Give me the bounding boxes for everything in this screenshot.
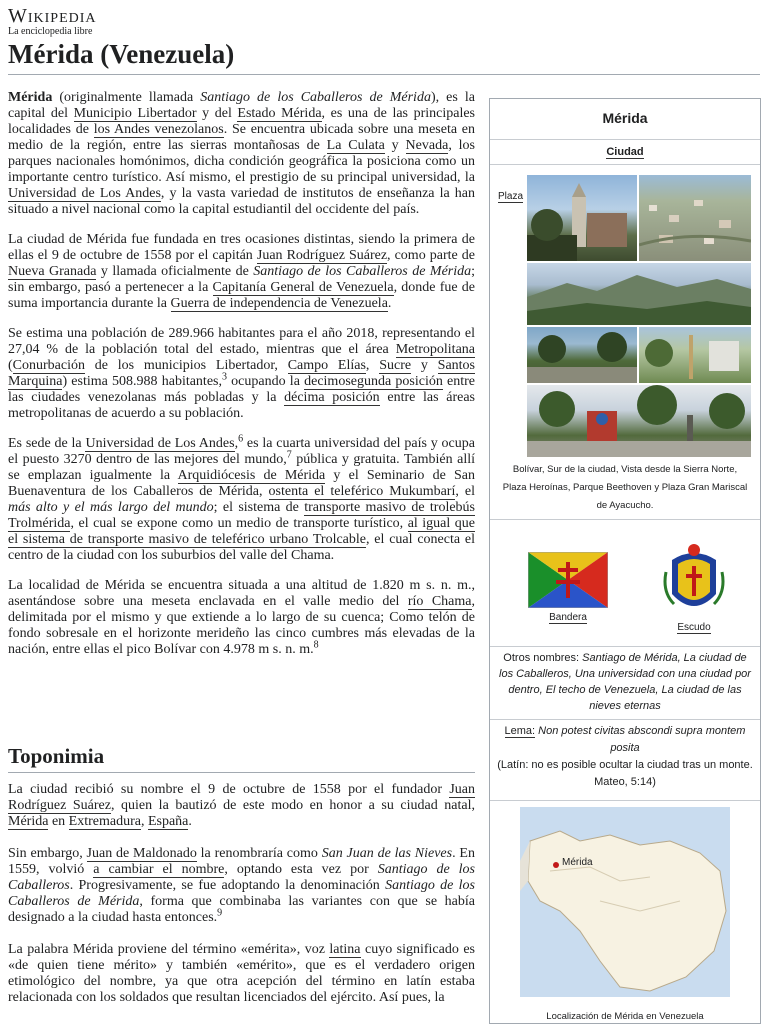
paragraph: Sin embargo, Juan de Maldonado la renombraría como San Juan de las Nieves. En 1559, volvió a cambiar el nombre, optando esta vez por Santiago de los Caballeros. Progresivamente, se fue adoptando la denominación Santiago de los Caballeros de Mérida, forma que combinaba las variantes con que se había designado a la ciudad hasta entonces.$^9$ — [8, 846, 476, 925]
article-body — [8, 90, 475, 672]
link[interactable]: Sucre — [379, 358, 412, 373]
section-divider — [8, 772, 475, 773]
link[interactable]: Juan de Maldonado — [86, 846, 197, 861]
link[interactable]: Universidad de Los Andes — [85, 436, 235, 451]
lema — [490, 720, 760, 801]
infobox-subtitle — [490, 140, 760, 165]
infobox — [489, 98, 761, 1024]
ciudad-link[interactable]: Ciudad — [606, 146, 644, 158]
merida-location-marker — [553, 862, 559, 868]
link[interactable]: Conurbación — [12, 358, 85, 373]
cathedral-photo[interactable] — [527, 175, 637, 261]
plaza-ayacucho-photo[interactable] — [527, 385, 751, 457]
photo-caption: Bolívar, Sur de la ciudad, Vista desde la Sierra Norte, Plaza Heroínas, Parque Beethoven y Plaza Gran Mariscal de Ayacucho. — [502, 464, 748, 511]
link[interactable]: Juan Rodríguez Suárez — [256, 248, 388, 263]
link[interactable]: decimosegunda posición — [304, 374, 443, 389]
paragraph: Mérida (originalmente llamada Santiago de los Caballeros de Mérida), es la capital del Municipio Libertador y del Estado Mérida, es una de las principales localidades de los Andes venezolanos. Se encuentra ubicada sobre una meseta en medio de la región, entre las sierras montañosas de La Culata y Nevada, los parques nacionales homónimos, dicha condición geográfica la posiciona como un importante centro turístico. Así mismo, el prestigio de su principal universidad, la Universidad de Los Andes, y la vasta variedad de institutos de enseñanza la han situado a nivel nacional como la capital estudiantil del occidente del país. — [8, 90, 476, 217]
link[interactable]: Metropolitana — [395, 342, 475, 357]
paragraph: Es sede de la Universidad de Los Andes,$^6$ es la cuarta universidad del país y ocupa el puesto 3270 dentro de las mejores del mundo,$^7$ pública y gratuita. También allí se emplazan igualmente la Arquidiócesis de Mérida y el Seminario de San Buenaventura de los Caballeros de Mérida, ostenta el teleférico Mukumbarí, el más alto y el más largo del mundo; el sistema de transporte masivo de trolebús Trolmérida, el cual se expone como un medio de transporte turístico, al igual que el sistema de transporte masivo de teleférico urbano Trolcable, el cual conecta el centro de la ciudad con los suburbios del valle del Chama. — [8, 433, 476, 563]
beethoven-park-photo[interactable] — [639, 327, 751, 383]
link[interactable]: Municipio Libertador — [73, 106, 197, 121]
otros-nombres-label: Otros nombres: — [503, 652, 580, 664]
link[interactable]: al igual que el sistema de transporte masivo de teleférico urbano Trolcable — [8, 516, 476, 547]
otros-nombres — [490, 647, 760, 720]
location-map[interactable] — [490, 801, 760, 1024]
paragraph: La ciudad recibió su nombre el 9 de octubre de 1558 por el fundador Juan Rodríguez Suárez, quien la bautizó de este modo en honor a su ciudad natal, Mérida en Extremadura, España. — [8, 782, 475, 829]
logo-tagline: La enciclopedia libre — [8, 26, 93, 37]
paragraph: Se estima una población de 289.966 habitantes para el año 2018, representando el 27,04 % de la población total del estado, mientras que el área Metropolitana (Conurbación de los municipios Libertador, Campo Elías, Sucre y Santos Marquina) estima 508.988 habitantes,$^3$ ocupando la decimosegunda posición entre las ciudades venezolanas más pobladas y la décima posición entre las áreas metropolitanas de acuerdo a su población. — [8, 326, 476, 421]
paragraph: La ciudad de Mérida fue fundada en tres ocasiones distintas, siendo la primera de ellas el 9 de octubre de 1558 por el capitán Juan Rodríguez Suárez, como parte de Nueva Granada y llamada oficialmente de Santiago de los Caballeros de Mérida; sin embargo, pasó a pertenecer a la Capitanía General de Venezuela, donde fue de suma importancia durante la Guerra de independencia de Venezuela. — [8, 232, 476, 311]
map-caption: Localización de Mérida en Venezuela — [546, 1011, 704, 1022]
plaza-heroinas-photo[interactable] — [527, 327, 637, 383]
link[interactable]: Mérida — [8, 814, 49, 829]
venezuela-map-image — [490, 801, 760, 1006]
flag-image[interactable] — [528, 552, 608, 608]
link[interactable]: Estado Mérida — [237, 106, 322, 121]
section-heading-toponimia: Toponimia — [8, 744, 105, 768]
link[interactable]: Santos Marquina — [8, 358, 475, 389]
lema-translation: (Latín: no es posible ocultar la ciudad tras un monte. Mateo, 5:14) — [497, 759, 753, 788]
link[interactable]: décima posición — [284, 390, 380, 405]
escudo-label — [662, 622, 726, 633]
link[interactable]: Guerra de independencia de Venezuela — [170, 296, 388, 311]
page-title: Mérida (Venezuela) — [8, 39, 235, 69]
toponimia-body — [8, 782, 475, 1022]
lema-value: Non potest civitas abscondi supra montem posita — [538, 725, 746, 754]
map-city-label: Mérida — [562, 857, 593, 868]
bandera-link[interactable]: Bandera — [549, 612, 587, 623]
lema-label[interactable]: Lema: — [504, 725, 536, 737]
link[interactable]: latina — [329, 942, 361, 957]
link[interactable]: Juan Rodríguez Suárez — [8, 782, 475, 813]
link[interactable]: España — [147, 814, 189, 829]
link[interactable]: ostenta el teleférico Mukumbarí — [268, 484, 456, 499]
link[interactable]: Nueva Granada — [8, 264, 97, 279]
link[interactable]: a cambiar el nombre — [93, 862, 225, 877]
plaza-link[interactable]: Plaza — [498, 191, 524, 202]
link[interactable]: Capitanía General de Venezuela — [212, 280, 394, 295]
paragraph: La localidad de Mérida se encuentra situada a una altitud de 1.820 m s. n. m., asentándose sobre una meseta enclavada en el valle medio del río Chama, delimitada por el mismo y que extiende a lo largo de su cuenca; Como telón de fondo sobresale en el horizonte merideño las cinco cumbres más elevadas de la nación, entre ellas el pico Bolívar con 4.978 m s. n. m.$^8$ — [8, 578, 475, 657]
link[interactable]: Campo Elías — [287, 358, 366, 373]
wikipedia-logo[interactable] — [8, 6, 97, 38]
link[interactable]: Extremadura — [68, 814, 141, 829]
bandera-label — [528, 612, 608, 623]
link[interactable]: Arquidiócesis de Mérida — [177, 468, 326, 483]
coat-of-arms-image[interactable] — [662, 542, 726, 620]
logo-name: Wikipedia — [8, 5, 97, 27]
city-aerial-photo[interactable] — [639, 175, 751, 261]
mountain-view-photo[interactable] — [527, 263, 751, 325]
otros-nombres-value: Santiago de Mérida, La ciudad de los Caballeros, Una universidad con una ciudad por dentro, El techo de Venezuela, La ciudad de las nieves eternas — [499, 652, 751, 712]
symbols-row — [490, 520, 760, 647]
link[interactable]: Universidad de Los Andes — [8, 186, 161, 201]
title-divider — [8, 74, 760, 75]
link[interactable]: los Andes venezolanos — [93, 122, 224, 137]
infobox-title: Mérida — [490, 99, 760, 140]
link[interactable]: Nevada — [405, 138, 449, 153]
link[interactable]: La Culata — [326, 138, 385, 153]
paragraph: La palabra Mérida proviene del término «emérita», voz latina cuyo significado es «de quien tiene mérito» y también «emérito», que es el verdadero origen etimológico del nombre, ya que otra acepción del término en latín estaba relacionada con los soldados que resultan licenciados del ejército. Así pues, la — [8, 942, 475, 1005]
photo-montage — [490, 165, 760, 520]
link[interactable]: transporte masivo de trolebús Trolmérida — [8, 500, 476, 531]
escudo-link[interactable]: Escudo — [677, 622, 711, 633]
link[interactable]: río Chama — [407, 594, 472, 609]
